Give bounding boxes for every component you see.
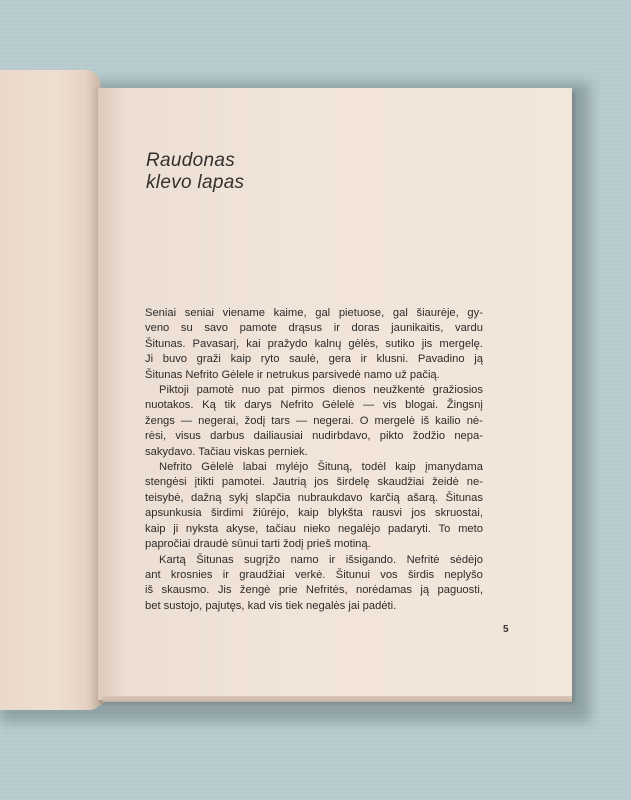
story-text xyxy=(145,306,483,614)
text-line: ant krosnies ir graudžiai verkė. Šitunui vos širdis neplyšo xyxy=(145,568,483,581)
title-line: Raudonas xyxy=(146,150,236,171)
text-line: Ji buvo graži kaip ryto saulė, gera ir klusni. Pavadino ją xyxy=(145,353,483,366)
text-line: Seniai seniai viename kaime, gal pietuose, gal šiaurėje, gy- xyxy=(145,307,483,319)
text-line: rėsi, visus darbus dailiausiai nudirbdavo, pikto žodžio nepa- xyxy=(145,430,483,443)
text-line: papročiai draudė sūnui tarti žodį prieš motiną. xyxy=(145,538,371,551)
text-line: Kartą Šitunas sugrįžo namo ir išsigando. Nefritė sėdėjo xyxy=(159,553,483,566)
text-line: kaip ji nyksta akyse, tačiau nieko negalėjo padaryti. To meto xyxy=(145,522,483,535)
text-line: žengs — negerai, žodį tars — negerai. O mergelė iš kailio nė- xyxy=(145,414,483,427)
text-line: Šitunas. Pavasarį, kai pražydo kalnų gėlės, sutiko jis mergelę. xyxy=(145,337,483,350)
paragraph xyxy=(145,553,483,615)
left-page xyxy=(0,70,100,710)
text-line: teisybė, dažną sykį slapčia nubraukdavo karčią ašarą. Šitunas xyxy=(145,491,483,504)
text-line: bet sustojo, pajutęs, kad vis tiek negalės jai padėti. xyxy=(145,599,397,612)
paragraph xyxy=(145,460,483,552)
text-line: Šitunas Nefrito Gėlele ir netrukus parsivedė namo už pačią. xyxy=(145,368,440,381)
text-line: veno su savo pamote drąsus ir doras jaunikaitis, vardu xyxy=(145,322,483,335)
page-number: 5 xyxy=(503,624,509,635)
page-bottom-edge xyxy=(102,696,572,702)
paragraph xyxy=(145,383,483,460)
text-line: nuotakos. Ką tik darys Nefrito Gėlelė — vis blogai. Žingsnį xyxy=(145,399,483,412)
text-line: Piktoji pamotė nuo pat pirmos dienos neužkentė gražiosios xyxy=(159,384,483,397)
title-line: klevo lapas xyxy=(146,172,245,193)
text-line: sakydavo. Tačiau viskas perniek. xyxy=(145,445,308,458)
text-line: Nefrito Gėlelė labai mylėjo Šituną, todėl kaip įmanydama xyxy=(159,461,483,474)
paragraph xyxy=(145,306,483,383)
chapter-title xyxy=(146,150,244,194)
text-line: stengėsi įtikti pamotei. Jautrią jos širdelę skaudžiai žeidė ne- xyxy=(145,476,483,489)
text-line: apsunkusia širdimi žiūrėjo, kaip blykšta rausvi jos skruostai, xyxy=(145,507,483,520)
text-line: iš skausmo. Jis žengė prie Nefritės, norėdamas ją paguosti, xyxy=(145,584,483,597)
